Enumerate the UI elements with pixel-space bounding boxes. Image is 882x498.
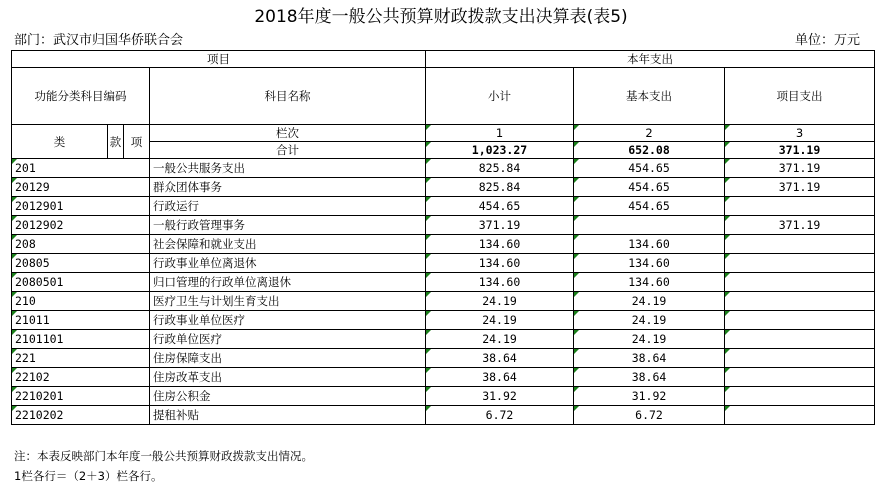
row-subtotal: 134.60: [426, 273, 574, 292]
row-project: [725, 349, 875, 368]
row-code: 201: [12, 159, 150, 178]
table-row: [12, 330, 875, 349]
row-project: [725, 235, 875, 254]
row-subtotal: 38.64: [426, 368, 574, 387]
header-lei: 类: [12, 125, 108, 159]
row-basic: 134.60: [574, 273, 725, 292]
row-code: 2101101: [12, 330, 150, 349]
row-name: 归口管理的行政单位离退休: [150, 273, 426, 292]
row-name: 社会保障和就业支出: [150, 235, 426, 254]
header-kuan: 款: [108, 125, 124, 159]
table-row: [12, 197, 875, 216]
table-row: [12, 159, 875, 178]
table-row: [12, 349, 875, 368]
row-code: 20129: [12, 178, 150, 197]
row-code: 221: [12, 349, 150, 368]
row-code: 22102: [12, 368, 150, 387]
note-1: 注：本表反映部门本年度一般公共预算财政拨款支出情况。: [14, 449, 313, 463]
row-project: [725, 197, 875, 216]
row-name: 群众团体事务: [150, 178, 426, 197]
row-subtotal: 825.84: [426, 178, 574, 197]
row-project: [725, 273, 875, 292]
row-project: [725, 330, 875, 349]
header-project-exp: 项目支出: [725, 68, 875, 125]
header-basic: 基本支出: [574, 68, 725, 125]
row-name: 行政事业单位医疗: [150, 311, 426, 330]
row-subtotal: 825.84: [426, 159, 574, 178]
header-subtotal: 小计: [426, 68, 574, 125]
table-row: [12, 178, 875, 197]
row-code: 2210201: [12, 387, 150, 406]
row-code: 20805: [12, 254, 150, 273]
row-project: 371.19: [725, 159, 875, 178]
row-code: 2210202: [12, 406, 150, 425]
table-row: [12, 273, 875, 292]
row-name: 住房保障支出: [150, 349, 426, 368]
row-project: [725, 292, 875, 311]
row-basic: 24.19: [574, 330, 725, 349]
header-col2: 2: [574, 125, 725, 142]
row-project: 371.19: [725, 216, 875, 235]
page-title: 2018年度一般公共预算财政拨款支出决算表(表5): [254, 7, 628, 27]
expenditure-table: [11, 50, 875, 425]
total-basic: 652.08: [574, 142, 725, 159]
table-row: [12, 368, 875, 387]
row-basic: 24.19: [574, 311, 725, 330]
row-basic: 31.92: [574, 387, 725, 406]
row-name: 一般行政管理事务: [150, 216, 426, 235]
total-label: 合计: [150, 142, 426, 159]
row-basic: 454.65: [574, 178, 725, 197]
table-row: [12, 311, 875, 330]
table-row: [12, 292, 875, 311]
row-name: 医疗卫生与计划生育支出: [150, 292, 426, 311]
row-project: [725, 406, 875, 425]
note-2: 1栏各行＝（2＋3）栏各行。: [14, 469, 163, 483]
row-subtotal: 134.60: [426, 254, 574, 273]
row-project: [725, 387, 875, 406]
row-code: 2012901: [12, 197, 150, 216]
row-subtotal: 24.19: [426, 330, 574, 349]
table-row: [12, 254, 875, 273]
row-name: 行政单位医疗: [150, 330, 426, 349]
row-name: 住房改革支出: [150, 368, 426, 387]
row-basic: 38.64: [574, 349, 725, 368]
row-subtotal: 6.72: [426, 406, 574, 425]
header-col1: 1: [426, 125, 574, 142]
row-basic: 38.64: [574, 368, 725, 387]
row-subtotal: 24.19: [426, 292, 574, 311]
unit-label: 单位：万元: [794, 33, 860, 48]
table-row: [12, 406, 875, 425]
row-project: [725, 368, 875, 387]
row-basic: 454.65: [574, 159, 725, 178]
table-row: [12, 216, 875, 235]
header-func-code: 功能分类科目编码: [12, 68, 150, 125]
table-body: [12, 159, 875, 425]
row-name: 住房公积金: [150, 387, 426, 406]
row-subtotal: 134.60: [426, 235, 574, 254]
row-name: 行政运行: [150, 197, 426, 216]
row-project: [725, 311, 875, 330]
row-code: 2012902: [12, 216, 150, 235]
header-project: 项目: [12, 51, 426, 68]
row-subtotal: 38.64: [426, 349, 574, 368]
row-basic: 24.19: [574, 292, 725, 311]
header-row-2: [12, 68, 875, 125]
row-basic: 6.72: [574, 406, 725, 425]
header-col-order: 栏次: [150, 125, 426, 142]
header-row-3: [12, 125, 875, 142]
row-subtotal: 371.19: [426, 216, 574, 235]
row-code: 208: [12, 235, 150, 254]
header-col3: 3: [725, 125, 875, 142]
row-name: 提租补贴: [150, 406, 426, 425]
row-subtotal: 31.92: [426, 387, 574, 406]
total-project: 371.19: [725, 142, 875, 159]
row-code: 2080501: [12, 273, 150, 292]
header-xiang: 项: [124, 125, 150, 159]
department-label: 部门：武汉市归国华侨联合会: [14, 33, 184, 48]
row-basic: 134.60: [574, 254, 725, 273]
total-subtotal: 1,023.27: [426, 142, 574, 159]
header-current-year: 本年支出: [426, 51, 875, 68]
table-row: [12, 235, 875, 254]
row-name: 一般公共服务支出: [150, 159, 426, 178]
row-subtotal: 454.65: [426, 197, 574, 216]
row-project: 371.19: [725, 178, 875, 197]
header-row-1: [12, 51, 875, 68]
row-basic: 134.60: [574, 235, 725, 254]
row-code: 21011: [12, 311, 150, 330]
row-basic: 454.65: [574, 197, 725, 216]
row-name: 行政事业单位离退休: [150, 254, 426, 273]
row-code: 210: [12, 292, 150, 311]
header-subject-name: 科目名称: [150, 68, 426, 125]
row-basic: [574, 216, 725, 235]
row-subtotal: 24.19: [426, 311, 574, 330]
row-project: [725, 254, 875, 273]
table-row: [12, 387, 875, 406]
